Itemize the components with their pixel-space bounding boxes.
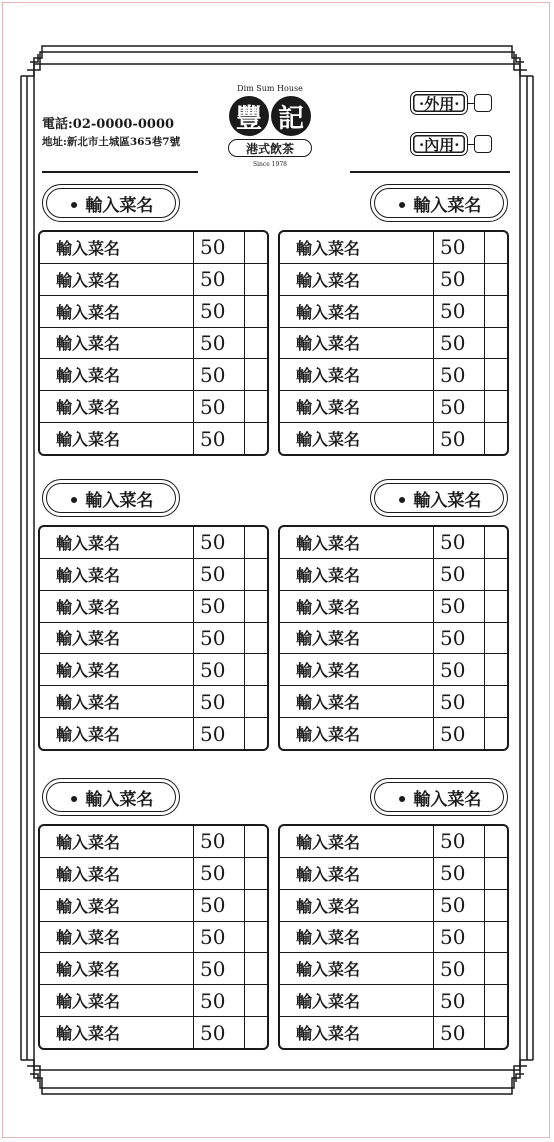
- qty-cell[interactable]: [245, 263, 268, 295]
- qty-cell[interactable]: [485, 857, 508, 889]
- qty-cell[interactable]: [485, 327, 508, 359]
- menu-row: 輸入菜名 50: [280, 527, 507, 558]
- qty-cell[interactable]: [485, 654, 508, 686]
- menu-row: 輸入菜名 50: [280, 391, 507, 423]
- qty-cell[interactable]: [245, 686, 268, 718]
- logo-char-1: 豐: [229, 96, 269, 136]
- menu-row: 輸入菜名 50: [40, 857, 267, 889]
- qty-cell[interactable]: [245, 327, 268, 359]
- menu-row: 輸入菜名 50: [280, 359, 507, 391]
- qty-cell[interactable]: [245, 1017, 268, 1048]
- menu-row: 輸入菜名 50: [40, 295, 267, 327]
- category-label-2-right: • 輸入菜名: [370, 479, 508, 517]
- qty-cell[interactable]: [245, 718, 268, 749]
- category-label-2-left: • 輸入菜名: [42, 479, 180, 517]
- menu-row: 輸入菜名 50: [280, 263, 507, 295]
- order-type-takeout[interactable]: [410, 90, 492, 116]
- menu-row: 輸入菜名 50: [40, 590, 267, 622]
- qty-cell[interactable]: [245, 826, 268, 857]
- order-type-dine-in[interactable]: [410, 131, 492, 157]
- qty-cell[interactable]: [245, 391, 268, 423]
- takeout-label: ·外用·: [410, 91, 468, 115]
- qty-cell[interactable]: [245, 654, 268, 686]
- menu-row: 輸入菜名 50: [40, 527, 267, 558]
- logo-tagline-bottom: Since 1978: [253, 161, 287, 168]
- menu-table-1-right: [278, 230, 509, 456]
- menu-row: 輸入菜名 50: [40, 686, 267, 718]
- menu-row: 輸入菜名 50: [280, 590, 507, 622]
- qty-cell[interactable]: [245, 232, 268, 263]
- qty-cell[interactable]: [485, 921, 508, 953]
- category-label-1-left: • 輸入菜名: [42, 184, 180, 222]
- qty-cell[interactable]: [245, 590, 268, 622]
- menu-row: 輸入菜名 50: [40, 263, 267, 295]
- qty-cell[interactable]: [245, 558, 268, 590]
- menu-table-1-left: [38, 230, 269, 456]
- dine-in-checkbox[interactable]: [474, 135, 492, 153]
- qty-cell[interactable]: [485, 263, 508, 295]
- category-label-3-left: • 輸入菜名: [42, 778, 180, 816]
- logo-tagline-top: Dim Sum House: [237, 84, 303, 93]
- qty-cell[interactable]: [485, 295, 508, 327]
- menu-row: 輸入菜名 50: [40, 718, 267, 749]
- menu-row: 輸入菜名 50: [40, 953, 267, 985]
- qty-cell[interactable]: [485, 622, 508, 654]
- qty-cell[interactable]: [485, 686, 508, 718]
- menu-row: 輸入菜名 50: [280, 953, 507, 985]
- menu-table-3-right: [278, 824, 509, 1050]
- menu-row: 輸入菜名 50: [280, 558, 507, 590]
- dine-in-label: ·內用·: [410, 132, 468, 156]
- menu-row: 輸入菜名 50: [40, 654, 267, 686]
- menu-row: 輸入菜名 50: [280, 654, 507, 686]
- menu-row: 輸入菜名 50: [40, 921, 267, 953]
- menu-row: 輸入菜名 50: [280, 232, 507, 263]
- menu-table-2-left: [38, 525, 269, 751]
- qty-cell[interactable]: [485, 527, 508, 558]
- menu-row: 輸入菜名 50: [40, 558, 267, 590]
- menu-row: 輸入菜名 50: [280, 327, 507, 359]
- menu-row: 輸入菜名 50: [40, 327, 267, 359]
- menu-row: 輸入菜名 50: [40, 889, 267, 921]
- qty-cell[interactable]: [245, 423, 268, 454]
- menu-row: 輸入菜名 50: [40, 622, 267, 654]
- logo-badge: [226, 96, 314, 136]
- qty-cell[interactable]: [485, 359, 508, 391]
- menu-row: 輸入菜名 50: [280, 826, 507, 857]
- qty-cell[interactable]: [485, 718, 508, 749]
- phone-number: 電話:02-0000-0000: [42, 117, 175, 132]
- qty-cell[interactable]: [245, 295, 268, 327]
- qty-cell[interactable]: [245, 527, 268, 558]
- menu-row: 輸入菜名 50: [40, 391, 267, 423]
- menu-row: 輸入菜名 50: [280, 1017, 507, 1048]
- menu-row: 輸入菜名 50: [280, 295, 507, 327]
- takeout-checkbox[interactable]: [474, 94, 492, 112]
- qty-cell[interactable]: [245, 953, 268, 985]
- qty-cell[interactable]: [485, 232, 508, 263]
- menu-table-2-right: [278, 525, 509, 751]
- brand-logo: [220, 82, 320, 176]
- header-divider-right: [350, 171, 510, 173]
- category-label-1-right: • 輸入菜名: [370, 184, 508, 222]
- header-divider-left: [42, 171, 198, 173]
- qty-cell[interactable]: [485, 391, 508, 423]
- qty-cell[interactable]: [485, 826, 508, 857]
- menu-row: 輸入菜名 50: [40, 232, 267, 263]
- qty-cell[interactable]: [485, 558, 508, 590]
- menu-row: 輸入菜名 50: [40, 1017, 267, 1048]
- menu-table-3-left: [38, 824, 269, 1050]
- qty-cell[interactable]: [485, 423, 508, 454]
- menu-row: 輸入菜名 50: [280, 622, 507, 654]
- menu-row: 輸入菜名 50: [280, 718, 507, 749]
- menu-row: 輸入菜名 50: [280, 921, 507, 953]
- menu-row: 輸入菜名 50: [40, 423, 267, 454]
- menu-row: 輸入菜名 50: [40, 826, 267, 857]
- qty-cell[interactable]: [245, 622, 268, 654]
- qty-cell[interactable]: [485, 1017, 508, 1048]
- logo-subtitle: 港式飲茶: [228, 139, 312, 157]
- menu-row: 輸入菜名 50: [280, 423, 507, 454]
- qty-cell[interactable]: [245, 985, 268, 1017]
- qty-cell[interactable]: [485, 590, 508, 622]
- qty-cell[interactable]: [245, 921, 268, 953]
- menu-row: 輸入菜名 50: [40, 985, 267, 1017]
- qty-cell[interactable]: [485, 889, 508, 921]
- menu-row: 輸入菜名 50: [280, 985, 507, 1017]
- menu-row: 輸入菜名 50: [280, 857, 507, 889]
- qty-cell[interactable]: [245, 359, 268, 391]
- category-label-3-right: • 輸入菜名: [370, 778, 508, 816]
- logo-char-2: 記: [271, 96, 311, 136]
- address: 地址:新北市土城區365巷7號: [42, 136, 181, 148]
- menu-row: 輸入菜名 50: [40, 359, 267, 391]
- qty-cell[interactable]: [485, 953, 508, 985]
- qty-cell[interactable]: [485, 985, 508, 1017]
- qty-cell[interactable]: [245, 857, 268, 889]
- menu-row: 輸入菜名 50: [280, 686, 507, 718]
- qty-cell[interactable]: [245, 889, 268, 921]
- menu-row: 輸入菜名 50: [280, 889, 507, 921]
